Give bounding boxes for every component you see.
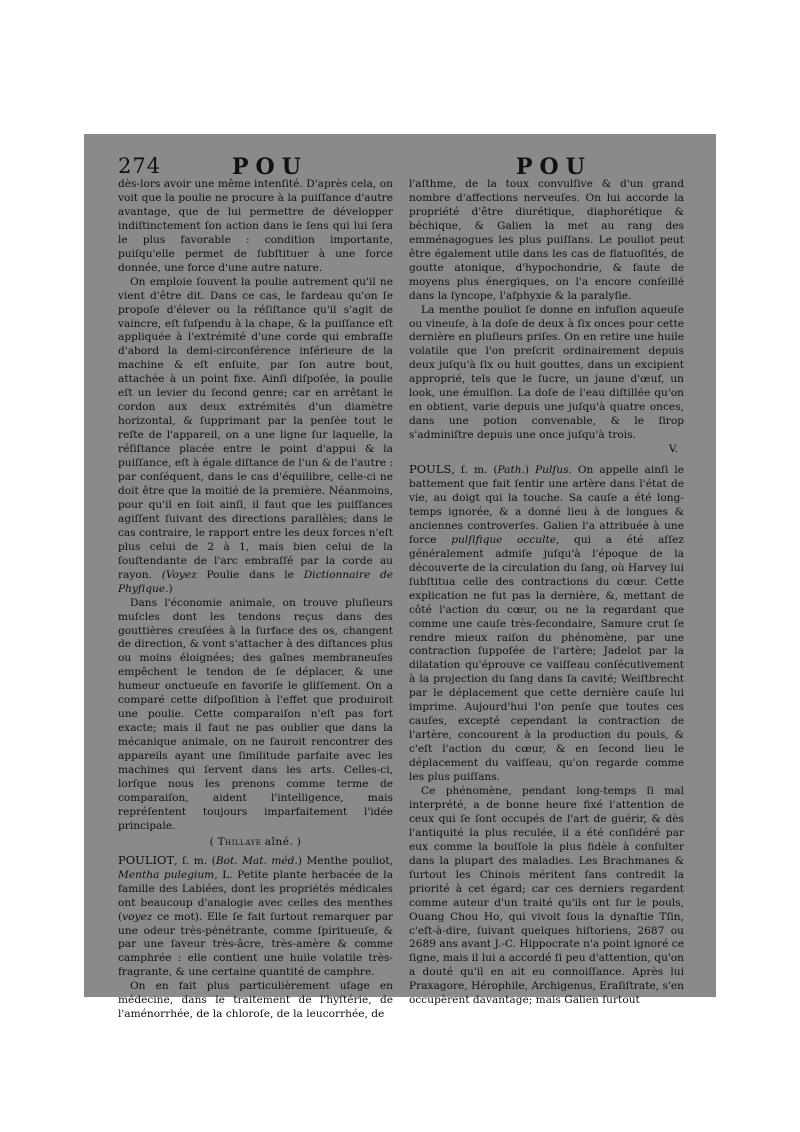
entry-gram: , ſ. m. (: [451, 464, 498, 477]
left-column: [118, 178, 393, 1022]
page-number: 274: [118, 154, 162, 178]
entry-headword: POULIOT: [118, 852, 175, 867]
ref-dans: dans le: [249, 568, 294, 581]
entry-latin-name: Mentha pulegium,: [118, 868, 218, 881]
entry-text-1: On appelle ainſi le battement que fait ſentir une artère dans l'état de vie, au doigt qui la touche. Sa cauſe a été long-temps ignorée, & a donné lieu à de longues & anciennes controverſes. Galien l'a attribuée à une force: [409, 464, 684, 546]
entry-text-1: ) Menthe pouliot,: [297, 854, 393, 867]
ref-dictionary: Dictionnaire de Phyſique.: [118, 568, 393, 595]
sig-open: (: [209, 835, 215, 848]
entry-text-2: qui a été aſſez généralement admiſe juſqu'à l'époque de la découverte de la circulation du ſang, où Harvey lui ſubſtitua celle des contractions du cœur. Cette explication ne fut pas la dernière, &, mettant de côté l'action du cœur, ou ne la regardant que comme une cauſe très-ſecondaire, Samure crut ſe rendre mieux raiſon du phénomène, par une contraction ſuppoſée de l'artère; Jadelot par la dilatation qu'éprouve ce vaiſſeau conſécutivement à la projection du ſang dans ſa cavité; Weiſtbrecht par le déplacement que cette dernière cauſe lui imprime. Aujourd'hui l'on penſe que toutes ces cauſes, excepté cependant la contraction de l'artère, concourent à la production du pouls, & c'eſt l'action du cœur, & en ſecond lieu le déplacement du vaiſſeau, qu'on regarde comme les plus puiſſans.: [409, 533, 685, 784]
paragraph-pouliot-dosage: La menthe pouliot ſe donne en infuſion aqueuſe ou vineuſe, à la doſe de deux à ſix onces pour cette dernière en pluſieurs priſes. On en retire une huile volatile que l'on preſcrit ordinairement depuis deux juſqu'à ſix ou huit gouttes, dans un excipient approprié, tels que le ſucre, un jaune d'œuf, un look, une émulſion. La doſe de l'eau diſtillée qu'on en obtient, varie depuis une juſqu'à quatre onces, dans une potion convenable, & le ſirop s'adminiſtre depuis une once juſqu'à trois.: [409, 303, 684, 442]
paragraph-poulie-continued: dès-lors avoir une même intenſité. D'après cela, on voit que la poulie ne procure à la puiſſance d'autre avantage, que de lui permettre de développer indiſtinctement ſon action dans le ſens qui lui ſera le plus favorable : condition importante, puiſqu'elle permet de ſubſtituer à une force donnée, une force d'une autre nature.: [118, 178, 393, 274]
paragraph-pouliot-properties: l'aſthme, de la toux convulſive & d'un grand nombre d'affections nerveuſes. On lui accorde la propriété d'être diurétique, diaphorétique & béchique, & Galien la met au rang des emménagogues les plus puiſſans. Le pouliot peut être également utile dans les cas de flatuoſités, de goutte atonique, d'hypochondrie, & faute de moyens plus énergiques, on l'a encore conſeillé dans la ſyncope, l'aſphyxie & la paralyſie.: [409, 178, 684, 302]
paragraph-poulie-lever: [118, 276, 393, 597]
paragraph-animal-economy: Dans l'économie animale, on trouve pluſieurs muſcles dont les tendons reçus dans des gouttières creuſées à la ſurface des os, changent de direction, & vont s'attacher à des diſtances plus ou moins éloignées; des gaînes membraneuſes empêchent le tendon de ſe déplacer, & une humeur onctueuſe en favoriſe le gliſſement. On a comparé cette diſpoſition à l'effet que produiroit une poulie. Cette comparaiſon n'eſt pas fort exacte; mais il faut ne pas oublier que dans la mécanique animale, on ne ſauroit rencontrer des appareils ayant une ſimilitude parfaite avec les machines qui ſervent dans les arts. Celles-ci, lorſque nous les prenons comme terme de comparaiſon, aident l'intelligence, mais repréſentent toujours imparfaitement l'idée principale.: [118, 596, 393, 832]
entry-text-2: L. Petite plante herbacée de la famille des Labiées, dont les propriétés médicales ont beaucoup d'analogie avec celles des menthes (: [118, 868, 394, 923]
sig-close: ): [296, 835, 302, 848]
author-signature: [118, 836, 393, 850]
ref-entry: Poulie: [206, 568, 240, 581]
right-column: [409, 178, 684, 1008]
ref-close: ): [168, 582, 173, 595]
entry-voyez: voyez: [122, 910, 153, 923]
entry-pouls: [409, 463, 684, 785]
sig-suffix: aîné.: [264, 835, 294, 848]
entry-gram: , ſ. m. (: [174, 854, 216, 867]
sig-name: Thillaye: [217, 835, 262, 848]
cross-reference: [118, 569, 393, 595]
entry-latin-name: Pulſus.: [535, 464, 572, 477]
author-initial: V.: [668, 443, 678, 456]
entry-domain: Path.: [497, 464, 525, 477]
running-head-left: POU: [232, 154, 308, 180]
entry-pouliot: [118, 854, 393, 981]
paragraph-pouliot-use: On en fait plus particulièrement uſage en médecine, dans le traitement de l'hyſtérie, de l'aménorrhée, de la chloroſe, de la leucorrhée, de: [118, 980, 393, 1021]
scanned-page: [84, 134, 716, 1021]
running-head-right: POU: [516, 154, 592, 180]
entry-text-3: ce mot). Elle ſe fait ſurtout remarquer par une odeur très-pénétrante, comme ſpiritueuſe, & par une ſaveur très-âcre, très-amère & comme camphrée : elle contient une huile volatile très-fragrante, & une certaine quantité de camphre.: [118, 910, 393, 979]
paragraph-text: On emploie ſouvent la poulie autrement qu'il ne vient d'être dit. Dans ce cas, le fardeau qu'on ſe propoſe d'élever ou la réſiſtance qu'il s'agit de vaincre, eſt ſuſpendu à la chape, & la puiſſance eſt appliquée à l'extrémité d'une corde qui embraſſe d'abord la demi-circonférence inférieure de la machine & eſt enſuite, par ſon autre bout, attachée à un point fixe. Ainſi diſpoſée, la poulie eſt un levier du ſecond genre; car en arrêtant le cordon aux deux extrémités d'un diamètre horizontal, & ſupprimant par la penſée tout le reſte de l'appareil, on a une ligne ſur laquelle, la réſiſtance placée entre le point d'appui & la puiſſance, eſt à égale diſtance de l'un & de l'autre : par conſéquent, dans le cas d'équilibre, celle-ci ne doit être que la moitié de la première. Néanmoins, pour qu'il en ſoit ainſi, il faut que les puiſſances agiſſent ſuivant des directions parallèles; dans le cas contraire, le rapport entre les deux forces n'eſt plus celui de 2 à 1, mais bien celui de la ſouſtendante de l'arc embraſſé par la corde au rayon.: [118, 275, 393, 581]
entry-headword: POULS: [409, 462, 452, 477]
entry-paren-close: ): [524, 464, 530, 477]
entry-italic-term: pulſifique occulte,: [451, 533, 560, 546]
entry-domain: Bot. Mat. méd.: [215, 854, 298, 867]
paragraph-pouls-history: Ce phénomène, pendant long-temps ſi mal interprété, a de bonne heure fixé l'attention de ceux qui ſe ſont occupés de l'art de guérir, & dès l'antiquité la plus reculée, il a été conſidéré par eux comme la bouſſole la plus fidèle à conſulter dans la plupart des maladies. Les Brachmanes & ſurtout les Chinois méritent ſans contredit la priorité à cet égard; car ces derniers regardent comme auteur d'un traité qu'ils ont ſur le pouls, Ouang Chou Ho, qui vivoit ſous la dynaſtie Tſin, c'eſt-à-dire, ſuivant quelques hiſtoriens, 2687 ou 2689 ans avant J.-C. Hippocrate n'a point ignoré ce ſigne, mais il lui a accordé ſi peu d'attention, qu'on a douté qu'il en ait eu connoiſſance. Après lui Praxagore, Hérophile, Archigenus, Eraſiſtrate, s'en occupèrent davantage; mais Galien ſurtout: [409, 784, 684, 1007]
ref-voyez: (Voyez: [161, 568, 197, 581]
